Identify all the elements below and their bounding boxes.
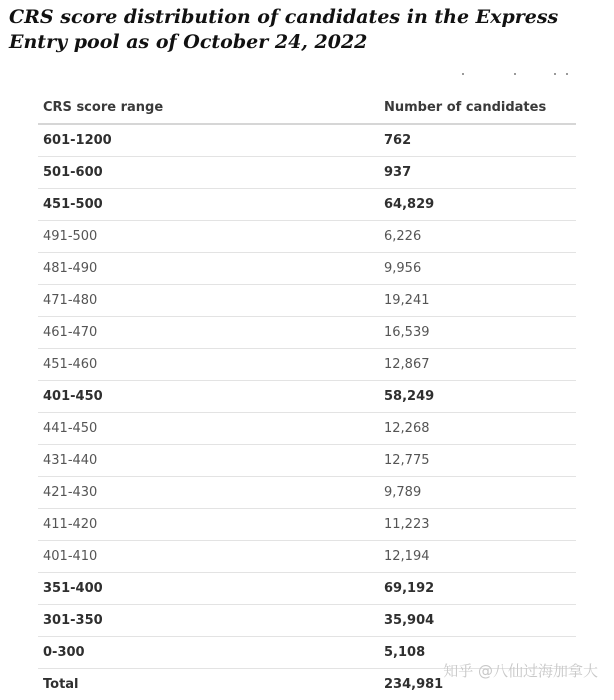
score-range-cell: 451-500 [38,189,379,221]
table-row [38,317,576,349]
candidate-count-cell: 35,904 [379,605,576,637]
table-row [38,477,576,509]
score-range-cell: 351-400 [38,573,379,605]
score-range-cell: 401-450 [38,381,379,413]
candidate-count-cell: 16,539 [379,317,576,349]
candidate-count-cell: 5,108 [379,637,576,669]
table-row [38,157,576,189]
candidate-count-cell: 9,789 [379,477,576,509]
table-row [38,221,576,253]
watermark: 知乎 @八仙过海加拿大 [443,660,598,681]
header-crs-score-range: CRS score range [38,91,379,124]
candidate-count-cell: 64,829 [379,189,576,221]
page-title: CRS score distribution of candidates in the Express Entry pool as of October 24, 2022 [9,5,609,55]
total-count: 234,981 [379,669,576,700]
table-row [38,253,576,285]
candidate-count-cell: 9,956 [379,253,576,285]
score-range-cell: 501-600 [38,157,379,189]
candidate-count-cell: 19,241 [379,285,576,317]
table-row [38,445,576,477]
score-range-cell: 441-450 [38,413,379,445]
score-range-cell: 401-410 [38,541,379,573]
total-label: Total [38,669,379,700]
header-number-of-candidates: Number of candidates [379,91,576,124]
score-range-cell: 481-490 [38,253,379,285]
crs-distribution-table [38,91,576,700]
table-body [38,124,576,700]
table-row [38,541,576,573]
candidate-count-cell: 6,226 [379,221,576,253]
table-row [38,413,576,445]
score-range-cell: 461-470 [38,317,379,349]
candidate-count-cell: 58,249 [379,381,576,413]
score-range-cell: 421-430 [38,477,379,509]
score-range-cell: 601-1200 [38,124,379,157]
score-range-cell: 451-460 [38,349,379,381]
table-row [38,381,576,413]
candidate-count-cell: 12,775 [379,445,576,477]
table-row [38,509,576,541]
candidate-count-cell: 11,223 [379,509,576,541]
score-range-cell: 431-440 [38,445,379,477]
candidate-count-cell: 937 [379,157,576,189]
score-range-cell: 411-420 [38,509,379,541]
candidate-count-cell: 762 [379,124,576,157]
score-range-cell: 0-300 [38,637,379,669]
table-row [38,189,576,221]
candidate-count-cell: 69,192 [379,573,576,605]
table-row [38,124,576,157]
candidate-count-cell: 12,194 [379,541,576,573]
candidate-count-cell: 12,268 [379,413,576,445]
score-range-cell: 471-480 [38,285,379,317]
table-row [38,285,576,317]
decorative-dots [462,73,572,77]
score-range-cell: 301-350 [38,605,379,637]
table-row [38,573,576,605]
score-range-cell: 491-500 [38,221,379,253]
table-row [38,605,576,637]
candidate-count-cell: 12,867 [379,349,576,381]
table-row [38,349,576,381]
table-header-row [38,91,576,124]
